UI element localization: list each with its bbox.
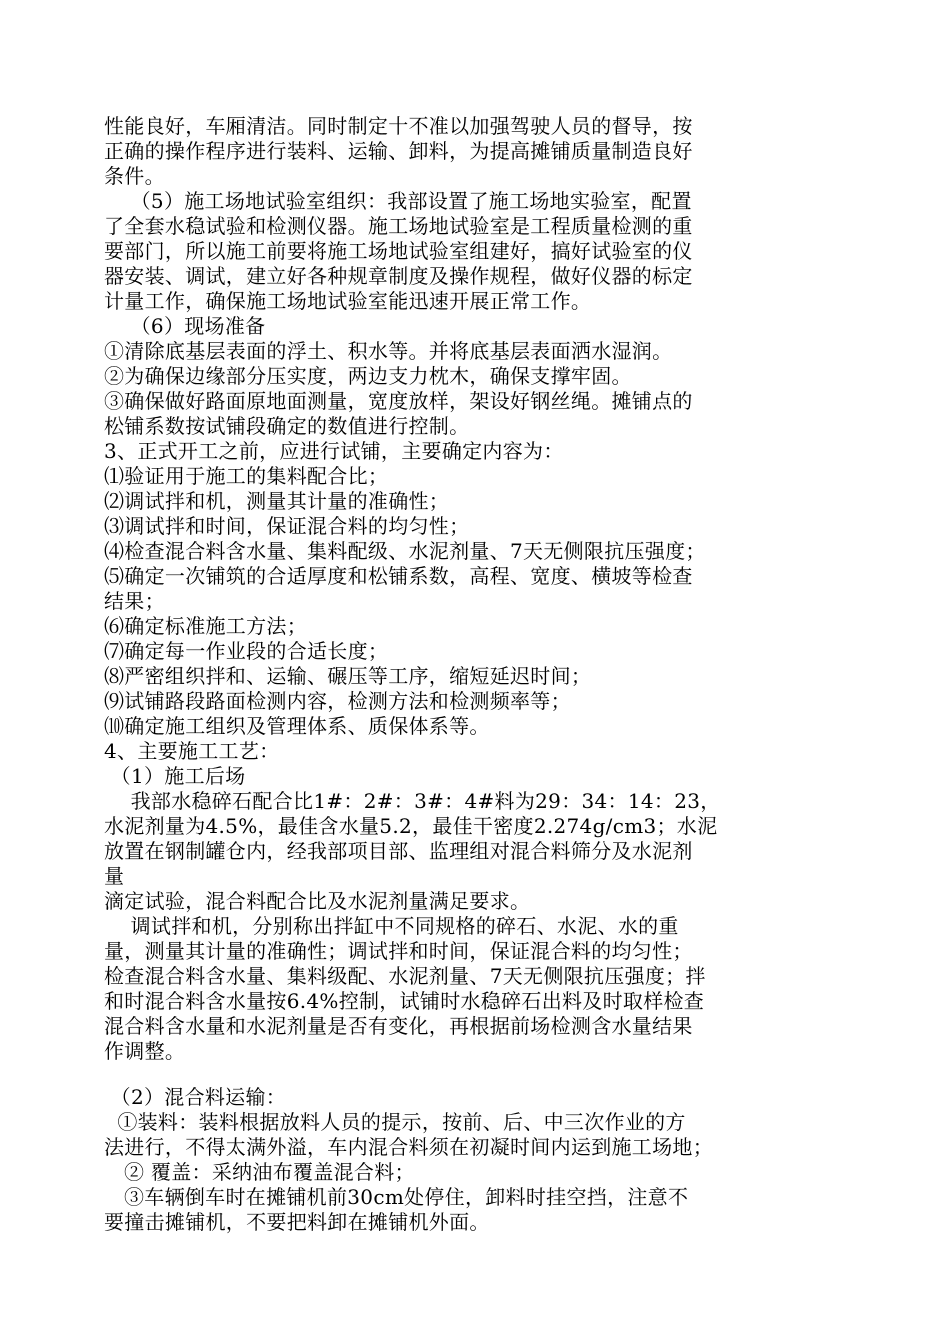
list-item: ③确保做好路面原地面测量，宽度放样，架设好钢丝绳。摊铺点的 [104,389,693,413]
list-item: ②为确保边缘部分压实度，两边支力枕木，确保支撑牢固。 [104,364,632,388]
subsection-heading: （1）施工后场 [104,764,246,788]
text-line: 量 [104,864,125,888]
list-item: ⑹确定标准施工方法； [104,614,307,638]
list-item: ⑴验证用于施工的集料配合比； [104,464,389,488]
section-4-heading: 4、主要施工工艺： [104,739,280,763]
list-item: ⑽确定施工组织及管理体系、质保体系等。 [104,714,490,738]
text-line: 调试拌和机，分别称出拌缸中不同规格的碎石、水泥、水的重 [104,914,679,938]
list-item: ⑺确定每一作业段的合适长度； [104,639,389,663]
text-line: 了全套水稳试验和检测仪器。施工场地试验室是工程质量检测的重 [104,214,693,238]
list-item: ⑵调试拌和机，测量其计量的准确性； [104,489,450,513]
text-line: 混合料含水量和水泥剂量是否有变化，再根据前场检测含水量结果 [104,1014,693,1038]
text-line: 法进行，不得太满外溢，车内混合料须在初凝时间内运到施工场地； [104,1135,713,1159]
list-item: ⑷检查混合料含水量、集料配级、水泥剂量、7天无侧限抗压强度； [104,539,706,563]
text-line: 松铺系数按试铺段确定的数值进行控制。 [104,414,470,438]
text-line: 结果； [104,589,165,613]
text-line: 量，测量其计量的准确性；调试拌和时间，保证混合料的均匀性； [104,939,693,963]
text-line: 器安装、调试，建立好各种规章制度及操作规程，做好仪器的标定 [104,264,693,288]
text-line: 要部门，所以施工前要将施工场地试验室组建好，搞好试验室的仪 [104,239,693,263]
list-item: ①装料：装料根据放料人员的提示，按前、后、中三次作业的方 [104,1110,686,1134]
text-line: 放置在钢制罐仓内，经我部项目部、监理组对混合料筛分及水泥剂 [104,839,693,863]
text-line: 要撞击摊铺机，不要把料卸在摊铺机外面。 [104,1210,490,1234]
text-line: 和时混合料含水量按6.4%控制，试铺时水稳碎石出料及时取样检查 [104,989,705,1013]
list-item: ⑶调试拌和时间，保证混合料的均匀性； [104,514,470,538]
section-5-heading-line: （5）施工场地试验室组织：我部设置了施工场地实验室，配置 [104,189,692,213]
subsection-heading: （2）混合料运输： [104,1085,287,1109]
text-line: 我部水稳碎石配合比1#：2#：3#：4#料为29：34：14：23， [104,789,721,813]
list-item: ⑼试铺路段路面检测内容，检测方法和检测频率等； [104,689,571,713]
text-line: 作调整。 [104,1039,186,1063]
text-line: 水泥剂量为4.5%，最佳含水量5.2，最佳干密度2.274g/cm3；水泥 [104,814,718,838]
list-item: ③车辆倒车时在摊铺机前30cm处停住，卸料时挂空挡，注意不 [104,1185,689,1209]
list-item: ①清除底基层表面的浮土、积水等。并将底基层表面洒水湿润。 [104,339,673,363]
text-line: 检查混合料含水量、集料级配、水泥剂量、7天无侧限抗压强度；拌 [104,964,706,988]
section-6-heading: （6）现场准备 [104,314,266,338]
text-line: 正确的操作程序进行装料、运输、卸料，为提高摊铺质量制造良好 [104,139,693,163]
text-line: 条件。 [104,164,165,188]
text-line: 计量工作，确保施工场地试验室能迅速开展正常工作。 [104,289,592,313]
list-item: ② 覆盖：采纳油布覆盖混合料； [104,1160,415,1184]
text-line: 滴定试验，混合料配合比及水泥剂量满足要求。 [104,889,531,913]
list-item: ⑻严密组织拌和、运输、碾压等工序，缩短延迟时间； [104,664,592,688]
section-3-heading: 3、正式开工之前，应进行试铺，主要确定内容为： [104,439,564,463]
list-item: ⑸确定一次铺筑的合适厚度和松铺系数，高程、宽度、横坡等检查 [104,564,693,588]
text-line: 性能良好，车厢清洁。同时制定十不准以加强驾驶人员的督导，按 [104,114,693,138]
